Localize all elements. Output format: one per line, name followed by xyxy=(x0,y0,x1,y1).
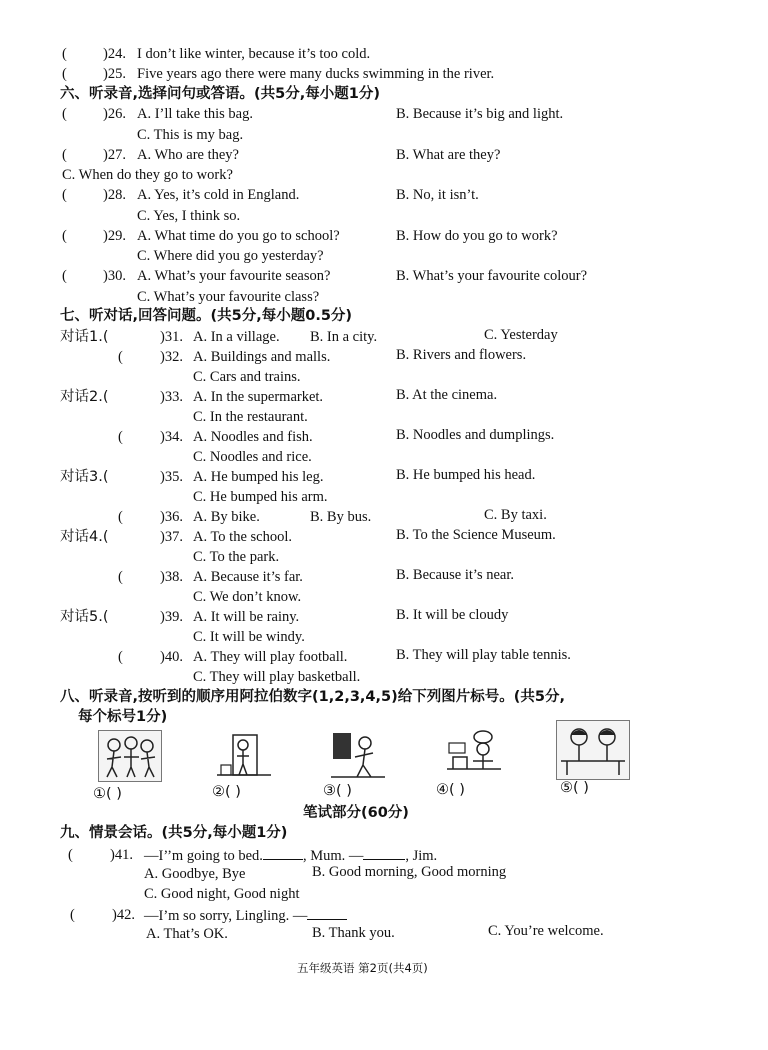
question-36-option-b: B. By bus. xyxy=(310,509,372,525)
question-38-option-b: B. Because it’s near. xyxy=(396,567,514,583)
question-36-option-a: A. By bike. xyxy=(193,509,260,525)
question-35-option-c: C. He bumped his arm. xyxy=(193,489,328,505)
question-39-number: )39. xyxy=(160,609,183,625)
question-39-option-c: C. It will be windy. xyxy=(193,629,305,645)
picture-5 xyxy=(556,720,630,780)
section-7-heading: 七、听对话,回答问题。(共5分,每小题0.5分) xyxy=(60,308,353,324)
question-40-option-a: A. They will play football. xyxy=(193,649,348,665)
answer-paren-42[interactable]: ( xyxy=(70,907,75,923)
answer-paren-32[interactable]: ( xyxy=(118,349,123,365)
answer-paren-40[interactable]: ( xyxy=(118,649,123,665)
question-30-option-a: A. What’s your favourite season? xyxy=(137,268,331,284)
question-29-option-a: A. What time do you go to school? xyxy=(137,228,340,244)
question-34-option-b: B. Noodles and dumplings. xyxy=(396,427,555,443)
question-30-number: )30. xyxy=(103,268,126,284)
section-8-heading-cont: 每个标号1分) xyxy=(78,709,168,725)
question-35-option-b: B. He bumped his head. xyxy=(396,467,536,483)
question-42-stem-text: —I’m so sorry, Lingling. — xyxy=(144,908,308,924)
question-24-text: I don’t like winter, because it’s too cold. xyxy=(137,46,371,62)
question-34-number: )34. xyxy=(160,429,183,445)
question-33-option-a: A. In the supermarket. xyxy=(193,389,324,405)
question-39-option-b: B. It will be cloudy xyxy=(396,607,509,623)
question-28-option-c: C. Yes, I think so. xyxy=(137,208,241,224)
question-26-option-c: C. This is my bag. xyxy=(137,127,244,143)
question-29-option-c: C. Where did you go yesterday? xyxy=(137,248,324,264)
question-24-number: )24. xyxy=(103,46,126,62)
question-42-option-b: B. Thank you. xyxy=(312,925,395,941)
question-28-number: )28. xyxy=(103,187,126,203)
question-25-number: )25. xyxy=(103,66,126,82)
question-33-number: )33. xyxy=(160,389,183,405)
question-27-option-a: A. Who are they? xyxy=(137,147,239,163)
question-39-option-a: A. It will be rainy. xyxy=(193,609,300,625)
picture-4 xyxy=(442,728,506,782)
question-41-option-b: B. Good morning, Good morning xyxy=(312,864,507,880)
question-30-option-b: B. What’s your favourite colour? xyxy=(396,268,587,284)
answer-paren-36[interactable]: ( xyxy=(118,509,123,525)
question-26-option-a: A. I’ll take this bag. xyxy=(137,106,253,122)
boy-reading-illustration xyxy=(327,729,389,781)
picture-4-label[interactable]: ④( ) xyxy=(436,782,465,798)
question-31-option-c: C. Yesterday xyxy=(484,327,558,343)
question-32-number: )32. xyxy=(160,349,183,365)
blank-41a[interactable] xyxy=(263,845,303,860)
question-37-option-c: C. To the park. xyxy=(193,549,280,565)
section-6-heading: 六、听录音,选择问句或答语。(共5分,每小题1分) xyxy=(60,86,380,102)
question-32-option-a: A. Buildings and malls. xyxy=(193,349,331,365)
picture-3-label[interactable]: ③( ) xyxy=(323,783,352,799)
question-38-option-a: A. Because it’s far. xyxy=(193,569,303,585)
question-41-number: )41. xyxy=(110,847,133,863)
answer-paren-30[interactable]: ( xyxy=(62,268,67,284)
blank-41b[interactable] xyxy=(363,845,405,860)
question-29-option-b: B. How do you go to work? xyxy=(396,228,558,244)
question-42-option-a: A. That’s OK. xyxy=(146,926,228,942)
answer-paren-38[interactable]: ( xyxy=(118,569,123,585)
question-34-option-c: C. Noodles and rice. xyxy=(193,449,312,465)
picture-2 xyxy=(212,730,276,782)
blank-42[interactable] xyxy=(307,905,347,920)
question-37-number: )37. xyxy=(160,529,183,545)
question-41-option-c: C. Good night, Good night xyxy=(144,886,300,902)
dialogue-2-label[interactable]: 对话2.( xyxy=(60,389,109,405)
question-38-option-c: C. We don’t know. xyxy=(193,589,302,605)
question-40-option-c: C. They will play basketball. xyxy=(193,669,361,685)
answer-paren-25[interactable]: ( xyxy=(62,66,67,82)
answer-paren-28[interactable]: ( xyxy=(62,187,67,203)
section-9-heading: 九、情景会话。(共5分,每小题1分) xyxy=(60,825,288,841)
question-37-option-b: B. To the Science Museum. xyxy=(396,527,556,543)
written-section-title: 笔试部分(60分) xyxy=(303,805,409,821)
question-42-number: )42. xyxy=(112,907,135,923)
question-40-option-b: B. They will play table tennis. xyxy=(396,647,571,663)
question-40-number: )40. xyxy=(160,649,183,665)
question-36-option-c: C. By taxi. xyxy=(484,507,547,523)
question-35-number: )35. xyxy=(160,469,183,485)
question-31-option-b: B. In a city. xyxy=(310,329,378,345)
question-31-number: )31. xyxy=(160,329,183,345)
dialogue-1-label[interactable]: 对话1.( xyxy=(60,329,109,345)
question-25-text: Five years ago there were many ducks swimming in the river. xyxy=(137,66,495,82)
question-41-stem-part2: , Mum. — xyxy=(302,848,364,864)
kids-playing-illustration xyxy=(99,731,161,781)
question-41-stem-part3: , Jim. xyxy=(405,848,438,864)
question-31-option-a: A. In a village. xyxy=(193,329,280,345)
question-28-option-a: A. Yes, it’s cold in England. xyxy=(137,187,300,203)
page-footer: 五年级英语 第2页(共4页) xyxy=(297,961,428,975)
question-33-option-c: C. In the restaurant. xyxy=(193,409,308,425)
question-42-option-c: C. You’re welcome. xyxy=(488,923,604,939)
question-37-option-a: A. To the school. xyxy=(193,529,293,545)
answer-paren-29[interactable]: ( xyxy=(62,228,67,244)
picture-5-label[interactable]: ⑤( ) xyxy=(560,780,589,796)
section-8-heading: 八、听录音,按听到的顺序用阿拉伯数字(1,2,3,4,5)给下列图片标号。(共5分, xyxy=(60,689,565,705)
question-34-option-a: A. Noodles and fish. xyxy=(193,429,313,445)
dialogue-4-label[interactable]: 对话4.( xyxy=(60,529,109,545)
answer-paren-24[interactable]: ( xyxy=(62,46,67,62)
question-35-option-a: A. He bumped his leg. xyxy=(193,469,324,485)
person-at-door-illustration xyxy=(213,731,275,781)
question-29-number: )29. xyxy=(103,228,126,244)
question-28-option-b: B. No, it isn’t. xyxy=(396,187,479,203)
question-41-option-a: A. Goodbye, Bye xyxy=(144,866,246,882)
question-27-option-b: B. What are they? xyxy=(396,147,501,163)
question-32-option-b: B. Rivers and flowers. xyxy=(396,347,527,363)
question-27-number: )27. xyxy=(103,147,126,163)
answer-paren-41[interactable]: ( xyxy=(68,847,73,863)
question-26-option-b: B. Because it’s big and light. xyxy=(396,106,564,122)
question-36-number: )36. xyxy=(160,509,183,525)
dialogue-5-label[interactable]: 对话5.( xyxy=(60,609,109,625)
answer-paren-26[interactable]: ( xyxy=(62,106,67,122)
question-33-option-b: B. At the cinema. xyxy=(396,387,498,403)
cook-at-stove-illustration xyxy=(443,729,505,781)
two-kids-at-table-illustration xyxy=(557,721,629,779)
answer-paren-34[interactable]: ( xyxy=(118,429,123,445)
question-41-stem-part1: —I’’m going to bed. xyxy=(144,848,263,864)
question-38-number: )38. xyxy=(160,569,183,585)
question-32-option-c: C. Cars and trains. xyxy=(193,369,301,385)
picture-1-label[interactable]: ①( ) xyxy=(93,786,122,802)
question-30-option-c: C. What’s your favourite class? xyxy=(137,289,320,305)
picture-2-label[interactable]: ②( ) xyxy=(212,784,241,800)
picture-3 xyxy=(326,728,390,782)
picture-1 xyxy=(98,730,162,782)
question-26-number: )26. xyxy=(103,106,126,122)
question-27-option-c: C. When do they go to work? xyxy=(62,167,233,183)
answer-paren-27[interactable]: ( xyxy=(62,147,67,163)
dialogue-3-label[interactable]: 对话3.( xyxy=(60,469,109,485)
